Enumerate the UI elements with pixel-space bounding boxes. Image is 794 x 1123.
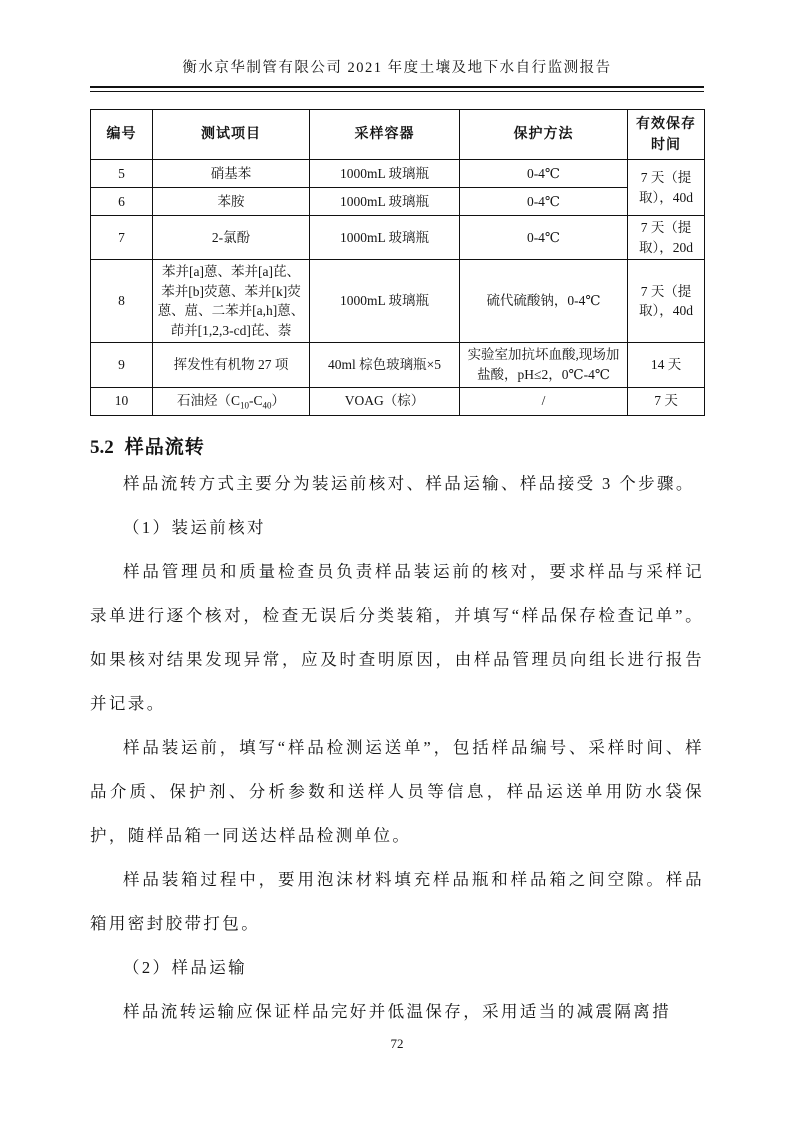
table-row xyxy=(91,216,705,260)
table-row xyxy=(91,387,705,415)
protection: 硫代硫酸钠，0-4℃ xyxy=(460,260,628,343)
section-number: 5.2 xyxy=(90,436,114,458)
protection: 0-4℃ xyxy=(460,188,628,216)
storage-time: 7 天（提取），40d xyxy=(628,260,705,343)
row-number: 5 xyxy=(91,160,153,188)
test-item: 硝基苯 xyxy=(153,160,310,188)
test-item: 苯胺 xyxy=(153,188,310,216)
col-header-test-item: 测试项目 xyxy=(153,110,310,160)
container: 40ml 棕色玻璃瓶×5 xyxy=(310,343,460,387)
paragraph: （1）装运前核对 xyxy=(123,517,266,537)
test-item-petroleum xyxy=(153,387,310,415)
item-text: ） xyxy=(271,393,285,409)
running-header-title: 衡水京华制管有限公司 2021 年度土壤及地下水自行监测报告 xyxy=(182,60,612,76)
table-row xyxy=(91,260,705,343)
protection: 实验室加抗坏血酸,现场加盐酸，pH≤2，0℃-4℃ xyxy=(460,343,628,387)
table-row xyxy=(91,160,705,188)
subscript: 40 xyxy=(262,400,272,411)
storage-time: 7 天（提取），40d xyxy=(628,160,705,216)
table-row xyxy=(91,188,705,216)
row-number: 8 xyxy=(91,260,153,343)
col-header-container: 采样容器 xyxy=(310,110,460,160)
body-text xyxy=(90,462,704,1034)
row-number: 10 xyxy=(91,387,153,415)
col-header-number: 编号 xyxy=(91,110,153,160)
header-double-rule xyxy=(90,86,704,92)
col-header-storage-time: 有效保存时间 xyxy=(628,110,705,160)
row-number: 7 xyxy=(91,216,153,260)
paragraph: （2）样品运输 xyxy=(123,957,248,977)
paragraph: 样品装箱过程中，要用泡沫材料填充样品瓶和样品箱之间空隙。样品箱用密封胶带打包。 xyxy=(90,869,704,933)
test-item: 苯并[a]蒽、苯并[a]芘、苯并[b]荧蒽、苯并[k]荧蒽、䓛、二苯并[a,h]蒽、茚并[1,2,3-cd]芘、萘 xyxy=(153,260,310,343)
container: 1000mL 玻璃瓶 xyxy=(310,160,460,188)
paragraph: 样品流转方式主要分为装运前核对、样品运输、样品接受 3 个步骤。 xyxy=(123,473,695,493)
table-row xyxy=(91,343,705,387)
page-number: 72 xyxy=(390,1036,404,1051)
section-title: 样品流转 xyxy=(124,436,205,458)
section-heading xyxy=(90,432,704,459)
subscript: 10 xyxy=(240,400,249,411)
storage-time: 7 天（提取），20d xyxy=(628,216,705,260)
table-header-row xyxy=(91,110,705,160)
container: 1000mL 玻璃瓶 xyxy=(310,216,460,260)
container: 1000mL 玻璃瓶 xyxy=(310,188,460,216)
item-text: -C xyxy=(249,393,263,409)
container: VOAG（棕） xyxy=(310,387,460,415)
row-number: 6 xyxy=(91,188,153,216)
paragraph: 样品装运前，填写“样品检测运送单”，包括样品编号、采样时间、样品介质、保护剂、分析参数和送样人员等信息，样品运送单用防水袋保护，随样品箱一同送达样品检测单位。 xyxy=(90,737,704,845)
container: 1000mL 玻璃瓶 xyxy=(310,260,460,343)
storage-time: 7 天 xyxy=(628,387,705,415)
storage-time: 14 天 xyxy=(628,343,705,387)
item-text: 石油烃（C xyxy=(176,393,240,409)
test-item: 2-氯酚 xyxy=(153,216,310,260)
sample-preservation-table xyxy=(90,109,705,416)
row-number: 9 xyxy=(91,343,153,387)
paragraph: 样品管理员和质量检查员负责样品装运前的核对，要求样品与采样记录单进行逐个核对，检查无误后分类装箱，并填写“样品保存检查记单”。如果核对结果发现异常，应及时查明原因，由样品管理员向组长进行报告并记录。 xyxy=(90,561,704,713)
paragraph: 样品流转运输应保证样品完好并低温保存，采用适当的减震隔离措 xyxy=(123,1001,672,1021)
test-item: 挥发性有机物 27 项 xyxy=(153,343,310,387)
col-header-protection: 保护方法 xyxy=(460,110,628,160)
protection: 0-4℃ xyxy=(460,216,628,260)
protection: / xyxy=(460,387,628,415)
protection: 0-4℃ xyxy=(460,160,628,188)
